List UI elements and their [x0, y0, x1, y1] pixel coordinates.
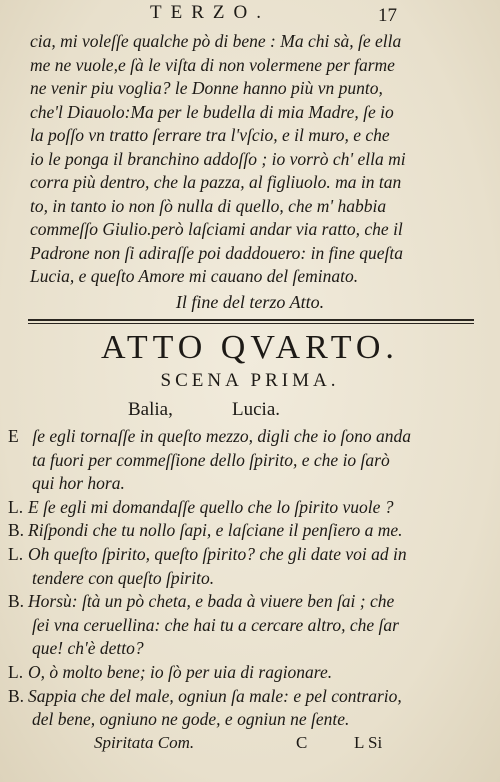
dialogue-line — [8, 543, 478, 567]
dialogue-text: Oh queſto ſpirito, queſto ſpirito? che gli date voi ad in — [28, 543, 407, 564]
dialogue-line — [8, 590, 478, 614]
dialogue-line: del bene, ogniuno ne gode, e ogniun ne ſente. — [32, 709, 350, 730]
speaker-label: B. — [8, 591, 25, 612]
dialogue-text: Sappia che del male, ogniun ſa male: e pel contrario, — [28, 685, 402, 706]
section-divider — [28, 319, 474, 324]
speaker-label: L. — [8, 496, 24, 517]
text-line: commeſſo Giulio.però laſciami andar via ratto, che il — [30, 219, 403, 239]
catchword: L Si — [354, 733, 383, 752]
text-line: la poſſo vn tratto ſerrare tra l'vſcio, e il muro, e che — [30, 125, 390, 145]
text-line: che'l Diauolo:Ma per le budella di mia Madre, ſe io — [30, 101, 394, 122]
character-list — [0, 397, 500, 423]
page-footer — [0, 733, 500, 757]
dialogue-line: ta fuori per commeſſione dello ſpirito, e che io ſarò — [32, 449, 390, 470]
dialogue-line — [8, 519, 478, 543]
dialogue-line: ſei vna ceruellina: che hai tu a cercare altro, che ſar — [32, 614, 399, 635]
dialogue-text: O, ò molto bene; io ſò per uia di ragionare. — [28, 661, 333, 682]
speaker-label: E — [8, 426, 19, 446]
text-line: cia, mi voleſſe qualche pò di bene : Ma chi sà, ſe ella — [30, 31, 402, 51]
dialogue-line: que! ch'è detto? — [32, 638, 144, 659]
act-three-ending-text — [30, 30, 470, 315]
dialogue-text: E ſe egli mi domandaſſe quello che lo ſpirito vuole ? — [28, 496, 394, 517]
speaker-label: L. — [8, 543, 24, 564]
text-line: Lucia, e queſto Amore mi cauano del ſeminato. — [30, 266, 359, 286]
character-name: Balia, — [128, 399, 173, 420]
speaker-label: L. — [8, 661, 24, 682]
speaker-label: B. — [8, 520, 25, 541]
character-name: Lucia. — [232, 399, 281, 420]
scene-title: SCENA PRIMA. — [160, 370, 340, 391]
text-line: io le ponga il branchino addoſſo ; io vorrò ch' ella mi — [30, 148, 406, 169]
page-header — [0, 2, 500, 28]
dialogue-line — [8, 496, 478, 520]
page-number: 17 — [378, 5, 397, 26]
dialogue-block — [8, 425, 478, 732]
act-title: ATTO QVARTO. — [101, 329, 399, 366]
dialogue-text: ſe egli tornaſſe in queſto mezzo, digli che io ſono anda — [28, 426, 412, 446]
dialogue-line: tendere con queſto ſpirito. — [32, 567, 215, 588]
dialogue-line: qui hor hora. — [32, 473, 125, 494]
speaker-label: B. — [8, 685, 25, 706]
text-line: ne venir piu voglia? le Donne hanno più vn punto, — [30, 78, 383, 98]
footer-title: Spiritata Com. — [94, 733, 195, 752]
dialogue-line — [8, 685, 478, 709]
dialogue-line — [8, 661, 478, 685]
act-end-line: Il fine del terzo Atto. — [175, 291, 325, 312]
running-head: TERZO. — [150, 2, 270, 23]
dialogue-line — [8, 425, 478, 449]
signature-mark: C — [296, 733, 308, 752]
dialogue-text: Horsù: ſtà un pò cheta, e bada à viuere ben ſai ; che — [28, 591, 395, 612]
dialogue-text: Riſpondi che tu nollo ſapi, e laſciane il penſiero a me. — [28, 520, 403, 541]
text-line: corra più dentro, che la pazza, al figliuolo. ma in tan — [30, 172, 402, 192]
text-line: me ne vuole,e ſà le viſta di non volermene per farme — [30, 54, 395, 75]
text-line: to, in tanto io non ſò nulla di quello, che m' habbia — [30, 195, 387, 216]
text-line: Padrone non ſi adiraſſe poi daddouero: in fine queſta — [30, 242, 403, 263]
